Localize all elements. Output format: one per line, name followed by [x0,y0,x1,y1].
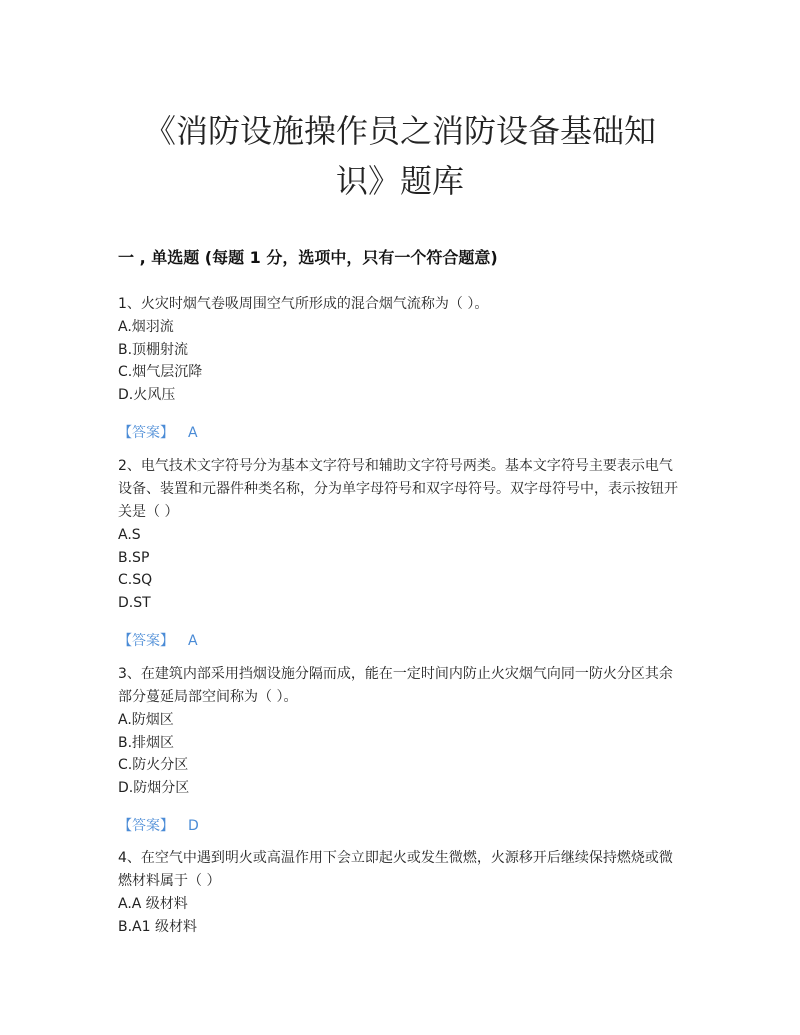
question-4 [118,847,683,938]
option-c: C.防火分区 [118,757,189,773]
document-title [110,106,690,206]
option-d: D.火风压 [118,386,176,403]
answer-line [118,630,683,652]
option-b: B.SP [118,549,150,566]
answer-value: A [188,425,198,441]
answer-line [118,815,683,837]
option-d: D.防烟分区 [118,779,190,796]
option-b: B.A1 级材料 [118,918,197,935]
answer-value: A [188,633,198,649]
option-a: A.S [118,527,141,543]
question-text: 2、电气技术文字符号分为基本文字符号和辅助文字符号两类。基本文字符号主要表示电气设备、装置和元器件种类名称，分为单字母符号和双字母符号。双字母符号中，表示按钮开关是（ ） [118,458,678,520]
answer-value: D [188,818,199,834]
option-c: C.烟气层沉降 [118,364,203,380]
question-text: 3、在建筑内部采用挡烟设施分隔而成，能在一定时间内防止火灾烟气向同一防火分区其余部分蔓延局部空间称为（ ）。 [118,666,673,705]
answer-label: 【答案】 [118,425,174,441]
option-b: B.排烟区 [118,734,175,751]
option-a: A.A 级材料 [118,896,188,912]
question-2 [118,455,683,652]
option-a: A.防烟区 [118,712,174,728]
option-b: B.顶棚射流 [118,341,189,358]
question-text: 1、火灾时烟气卷吸周围空气所形成的混合烟气流称为（ ）。 [118,296,489,312]
title-line-2: 识》题库 [335,162,464,200]
question-text: 4、在空气中遇到明火或高温作用下会立即起火或发生微燃，火源移开后继续保持燃烧或微燃材料属于（ ） [118,850,673,889]
question-1 [118,293,683,444]
answer-line [118,422,683,444]
option-c: C.SQ [118,572,153,588]
answer-label: 【答案】 [118,818,174,834]
section-heading: 一 , 单选题 (每题 1 分，选项中，只有一个符合题意) [118,248,498,267]
option-d: D.ST [118,594,151,611]
title-line-1: 《消防设施操作员之消防设备基础知 [143,112,656,150]
answer-label: 【答案】 [118,633,174,649]
option-a: A.烟羽流 [118,319,174,335]
question-3 [118,663,683,837]
